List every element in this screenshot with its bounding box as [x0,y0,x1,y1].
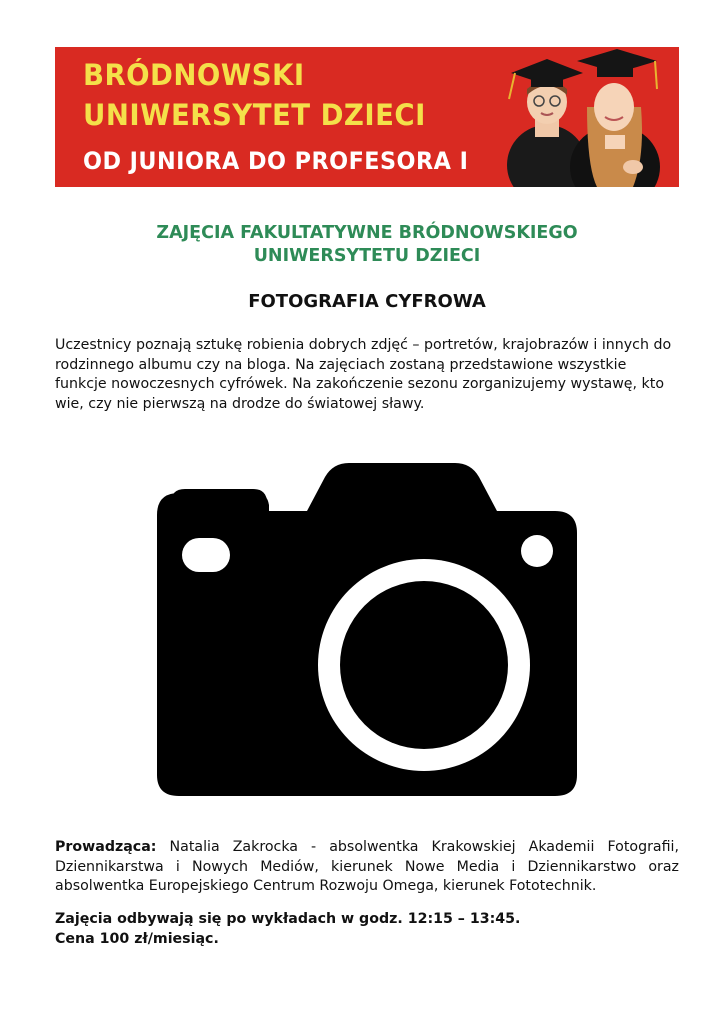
graduates-photo [497,47,667,187]
schedule-info [55,910,679,949]
header-banner [55,47,679,187]
banner-title-line2: UNIWERSYTET DZIECI [83,98,426,132]
heading-line1: ZAJĘCIA FAKULTATYWNE BRÓDNOWSKIEGO [156,223,578,243]
camera-icon [157,463,577,796]
instructor-description: Natalia Zakrocka - absolwentka Krakowskiej Akademii Fotografii, Dziennikarstwa i Nowych Mediów, kierunek Nowe Media i Dziennikarstwo oraz absolwentka Europejskiego Centrum Rozwoju Omega, kierunek Fototechnik. [55,839,679,894]
course-description: Uczestnicy poznają sztukę robienia dobrych zdjęć – portretów, krajobrazów i innych do rodzinnego albumu czy na bloga. Na zajęciach zostaną przedstawione wszystkie funkcje nowoczesnych cyfrówek. Na zakończenie sezonu zorganizujemy wystawę, kto wie, czy nie pierwszą na drodze do światowej sławy. [55,337,672,412]
instructor-bio [55,838,679,897]
banner-title-line1: BRÓDNOWSKI [83,58,305,92]
price-text: Cena 100 zł/miesiąc. [55,930,219,947]
instructor-label: Prowadząca: [55,839,157,855]
schedule-text: Zajęcia odbywają się po wykładach w godz. 12:15 – 13:45. [55,911,521,927]
course-title: FOTOGRAFIA CYFROWA [248,291,486,312]
banner-slogan: OD JUNIORA DO PROFESORA I [83,147,469,175]
heading-line2: UNIWERSYTETU DZIECI [253,246,481,266]
course-category-heading [55,222,679,268]
